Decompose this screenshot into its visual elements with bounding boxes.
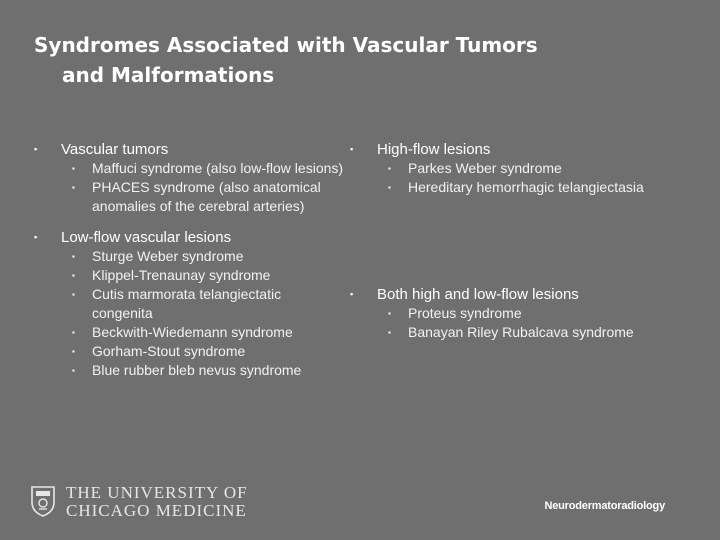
title-line-1: Syndromes Associated with Vascular Tumors [34, 33, 538, 57]
bullet-icon: ▪ [388, 164, 391, 173]
sub-list [34, 247, 344, 380]
sub-list [350, 304, 690, 342]
slide-title [34, 30, 674, 90]
bullet-icon: ▪ [72, 271, 75, 280]
list-item: ▪ Maffuci syndrome (also low-flow lesions) [72, 160, 344, 176]
list-item: ▪ PHACES syndrome (also anatomical anomalies of the cerebral arteries) [72, 179, 321, 214]
group-low-flow [34, 228, 344, 380]
bullet-icon: ▪ [34, 232, 38, 242]
group-heading: High-flow lesions [377, 141, 491, 158]
list-item: ▪ Sturge Weber syndrome [72, 248, 244, 264]
list-item: ▪ Klippel-Trenaunay syndrome [72, 267, 271, 283]
right-column [350, 140, 690, 354]
bullet-icon: ▪ [388, 328, 391, 337]
bullet-icon: ▪ [72, 164, 75, 173]
university-logo [30, 484, 260, 518]
bullet-icon: ▪ [34, 144, 38, 154]
title-line-2: and Malformations [62, 63, 275, 87]
list-item: ▪ Hereditary hemorrhagic telangiectasia [388, 179, 644, 195]
bullet-icon: ▪ [72, 366, 75, 375]
list-item: ▪ Banayan Riley Rubalcava syndrome [388, 324, 634, 340]
bullet-icon: ▪ [388, 183, 391, 192]
bullet-icon: ▪ [72, 328, 75, 337]
logo-line-1: THE UNIVERSITY OF [66, 483, 248, 502]
left-column [34, 140, 344, 392]
bullet-icon: ▪ [388, 309, 391, 318]
sub-list [34, 159, 344, 216]
bullet-icon: ▪ [72, 290, 75, 299]
group-heading: Vascular tumors [61, 141, 169, 158]
list-item: ▪ Beckwith-Wiedemann syndrome [72, 324, 293, 340]
footer-label: Neurodermatoradiology [544, 500, 665, 512]
list-item: ▪ Blue rubber bleb nevus syndrome [72, 362, 302, 378]
bullet-icon: ▪ [72, 183, 75, 192]
list-item: ▪ Proteus syndrome [388, 305, 522, 321]
sub-list [350, 159, 690, 197]
logo-line-2: CHICAGO MEDICINE [66, 501, 247, 520]
university-crest-icon [30, 484, 56, 517]
bullet-icon: ▪ [72, 347, 75, 356]
group-both-flow [350, 285, 690, 342]
list-item: ▪ Cutis marmorata telangiectatic congenita [72, 286, 282, 321]
list-item: ▪ Parkes Weber syndrome [388, 160, 562, 176]
group-high-flow [350, 140, 690, 273]
bullet-icon: ▪ [350, 289, 354, 299]
bullet-icon: ▪ [72, 252, 75, 261]
bullet-icon: ▪ [350, 144, 354, 154]
list-item: ▪ Gorham-Stout syndrome [72, 343, 246, 359]
group-heading: Both high and low-flow lesions [377, 286, 579, 303]
group-vascular-tumors [34, 140, 344, 216]
group-heading: Low-flow vascular lesions [61, 229, 232, 246]
